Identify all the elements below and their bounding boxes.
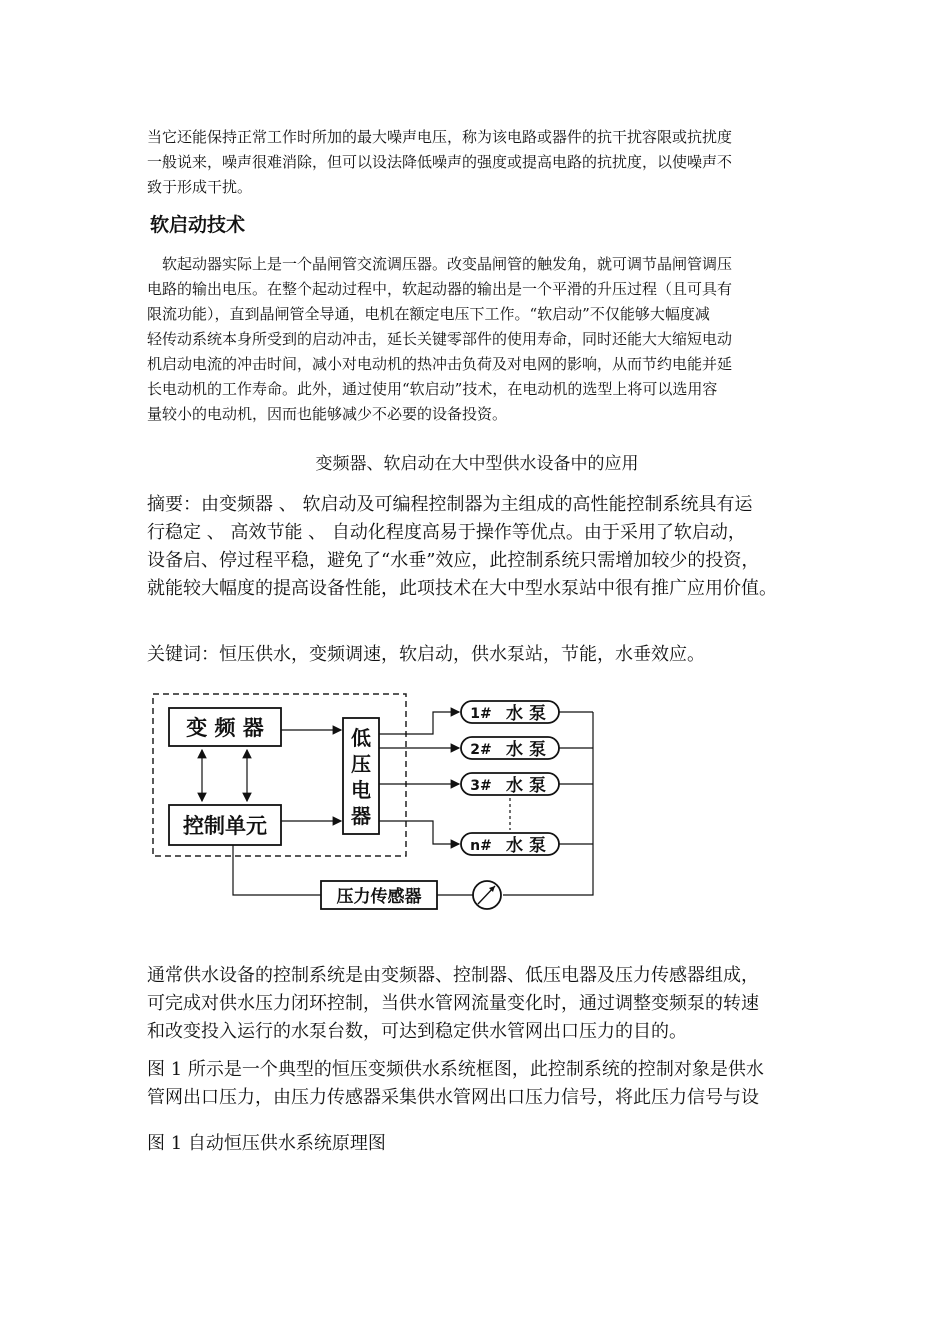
figure-caption: 图 1 自动恒压供水系统原理图 xyxy=(147,1133,386,1154)
pump-label: 水 泵 xyxy=(506,740,546,760)
text-line: 轻传动系统本身所受到的启动冲击，延长关键零部件的使用寿命，同时还能大大缩短电动 xyxy=(147,330,733,348)
pump-number: 2# xyxy=(470,742,492,758)
pump-n xyxy=(461,833,559,856)
link-arrow xyxy=(379,712,459,734)
low-voltage-char: 电 xyxy=(351,778,371,802)
inverter-label: 变 频 器 xyxy=(186,716,264,740)
text-line: 行稳定 、 高效节能 、 自动化程度高易于操作等优点。由于采用了软启动， xyxy=(147,522,746,543)
section-heading: 软启动技术 xyxy=(150,214,246,236)
feedback-line xyxy=(233,845,321,895)
text-line: 电路的输出电压。在整个起动过程中，软起动器的输出是一个平滑的升压过程（且可具有 xyxy=(147,280,733,298)
inverter-box xyxy=(169,708,281,746)
control-unit-box xyxy=(169,805,281,845)
text-line: 可完成对供水压力闭环控制，当供水管网流量变化时，通过调整变频泵的转速 xyxy=(147,993,759,1014)
text-line: 就能较大幅度的提高设备性能，此项技术在大中型水泵站中很有推广应用价值。 xyxy=(147,578,777,599)
link-arrow xyxy=(379,821,459,844)
pump-label: 水 泵 xyxy=(506,836,546,856)
water-supply-diagram xyxy=(145,688,605,920)
pump-number: 3# xyxy=(470,778,492,794)
text-line: 机启动电流的冲击时间，减小对电动机的热冲击负荷及对电网的影响，从而节约电能并延 xyxy=(147,355,733,373)
text-line: 致于形成干扰。 xyxy=(147,178,253,196)
pump-2 xyxy=(461,737,559,760)
pump-number: n# xyxy=(470,838,492,854)
article-title: 变频器、软启动在大中型供水设备中的应用 xyxy=(315,454,639,474)
pump-number: 1# xyxy=(470,706,492,722)
soft-start-paragraph xyxy=(147,252,807,427)
text-line: 当它还能保持正常工作时所加的最大噪声电压，称为该电路或器件的抗干扰容限或抗扰度 xyxy=(147,128,733,146)
pressure-sensor-label: 压力传感器 xyxy=(336,887,422,907)
pressure-sensor-box xyxy=(321,881,437,909)
text-line: 软起动器实际上是一个晶闸管交流调压器。改变晶闸管的触发角，就可调节晶闸管调压 xyxy=(147,255,733,273)
pump-1 xyxy=(461,701,559,724)
text-line: 长电动机的工作寿命。此外，通过使用“软启动”技术，在电动机的选型上将可以选用容 xyxy=(147,380,718,398)
text-line: 设备启、停过程平稳，避免了“水垂”效应，此控制系统只需增加较少的投资， xyxy=(147,550,760,571)
abstract-paragraph xyxy=(147,491,807,603)
text-line: 图 1 所示是一个典型的恒压变频供水系统框图，此控制系统的控制对象是供水 xyxy=(147,1059,764,1080)
low-voltage-char: 低 xyxy=(351,726,371,750)
system-description xyxy=(147,962,807,1046)
keywords: 关键词：恒压供水，变频调速，软启动，供水泵站，节能，水垂效应。 xyxy=(147,644,705,665)
figure-description xyxy=(147,1056,807,1112)
text-line: 量较小的电动机，因而也能够减少不必要的设备投资。 xyxy=(147,405,508,423)
text-line: 通常供水设备的控制系统是由变频器、控制器、低压电器及压力传感器组成， xyxy=(147,965,759,986)
low-voltage-box xyxy=(343,718,379,834)
text-line: 摘要：由变频器 、 软启动及可编程控制器为主组成的高性能控制系统具有运 xyxy=(147,494,753,515)
low-voltage-char: 器 xyxy=(351,804,371,828)
pump-3 xyxy=(461,773,559,796)
text-line: 管网出口压力，由压力传感器采集供水管网出口压力信号，将此压力信号与设 xyxy=(147,1087,759,1108)
text-line: 一般说来，噪声很难消除，但可以设法降低噪声的强度或提高电路的抗扰度，以使噪声不 xyxy=(147,153,733,171)
low-voltage-char: 压 xyxy=(351,752,371,776)
control-unit-label: 控制单元 xyxy=(183,814,267,838)
intro-paragraph xyxy=(147,125,807,200)
text-line: 和改变投入运行的水泵台数，可达到稳定供水管网出口压力的目的。 xyxy=(147,1021,687,1042)
pump-label: 水 泵 xyxy=(506,704,546,724)
text-line: 限流功能），直到晶闸管全导通，电机在额定电压下工作。“软启动”不仅能够大幅度减 xyxy=(147,305,710,323)
pump-label: 水 泵 xyxy=(506,776,546,796)
gauge-icon xyxy=(473,881,501,909)
